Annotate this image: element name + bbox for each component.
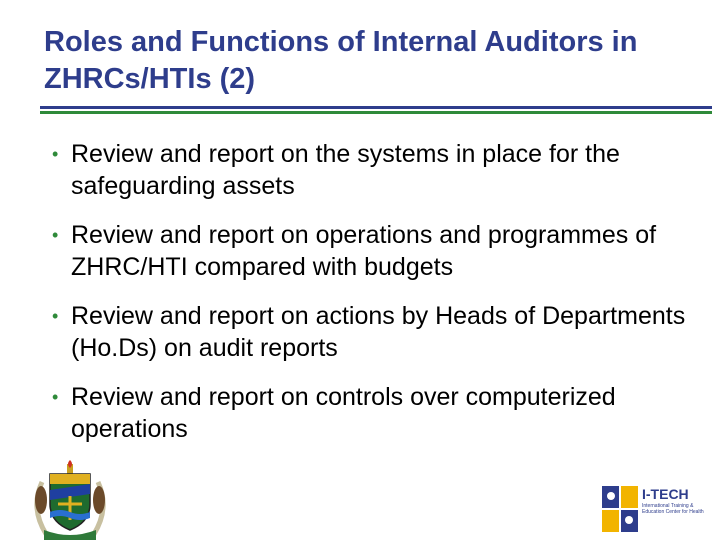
title-divider-green (40, 111, 712, 114)
bullet-marker: • (52, 387, 59, 407)
itech-mark-icon (602, 486, 638, 532)
itech-wordmark: I-TECH (642, 486, 689, 502)
bullet-text: Review and report on controls over computerized operations (71, 383, 616, 443)
coat-of-arms-icon (28, 460, 112, 540)
bullet-text: Review and report on actions by Heads of Departments (Ho.Ds) on audit reports (71, 302, 686, 362)
bullet-item (52, 219, 692, 283)
slide-title: Roles and Functions of Internal Auditors in ZHRCs/HTIs (2) (44, 26, 638, 95)
title-divider-blue (40, 106, 712, 109)
bullet-marker: • (52, 306, 59, 326)
bullet-item (52, 300, 692, 364)
bullet-item (52, 138, 692, 202)
bullet-marker: • (52, 225, 59, 245)
bullet-text: Review and report on the systems in place for the safeguarding assets (71, 140, 620, 200)
itech-subtitle: International Training & Education Center for Health (642, 503, 704, 515)
bullet-list (52, 138, 692, 462)
bullet-item (52, 381, 692, 445)
bullet-marker: • (52, 144, 59, 164)
bullet-text: Review and report on operations and programmes of ZHRC/HTI compared with budgets (71, 221, 657, 281)
itech-logo (602, 486, 712, 532)
